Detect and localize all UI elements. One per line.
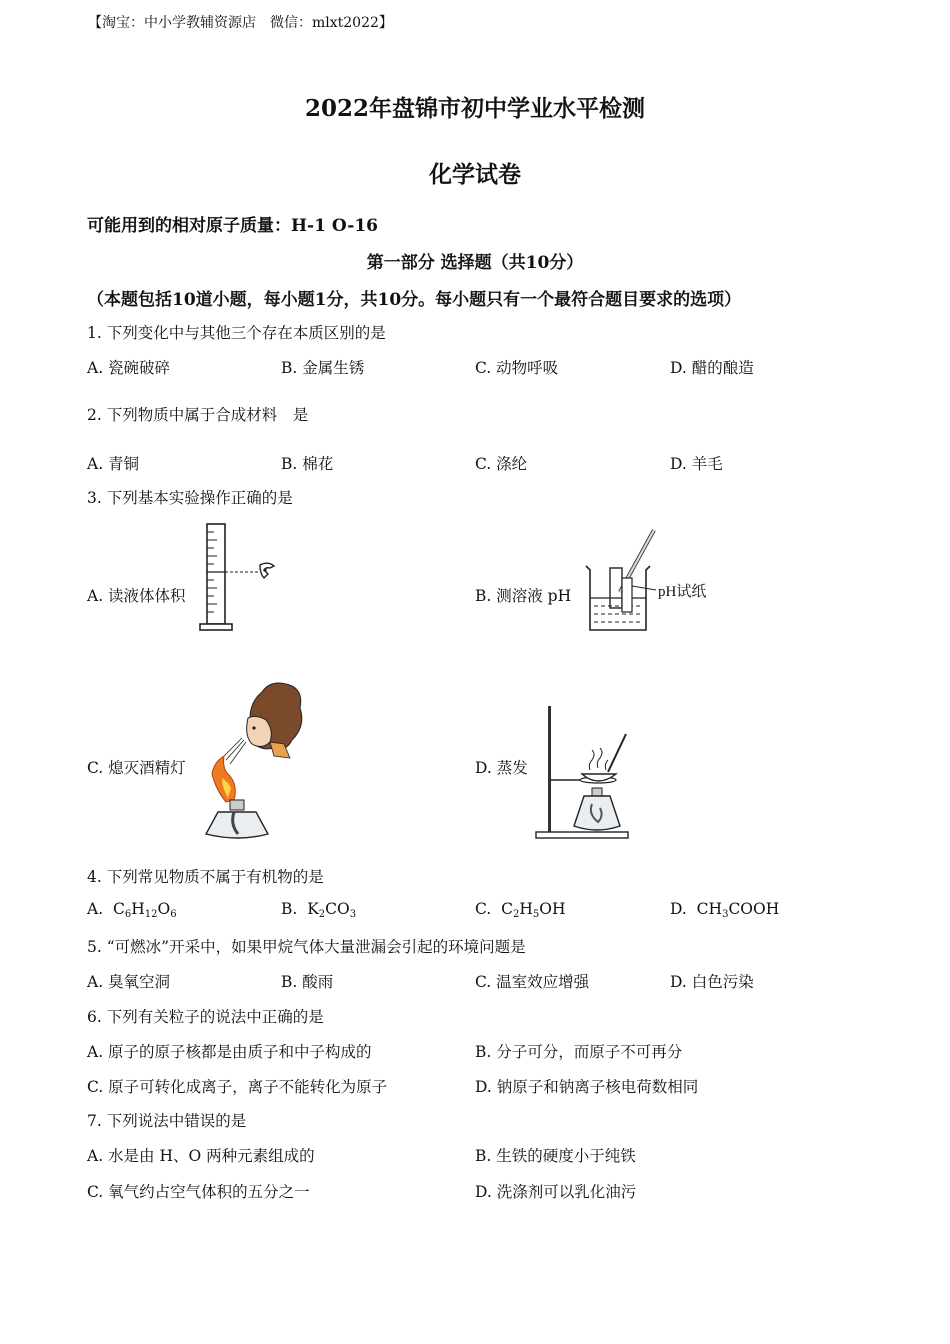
ph-paper-label: pH试纸 xyxy=(658,584,707,600)
option-a xyxy=(87,900,177,918)
option-c: C. 动物呼吸 xyxy=(475,359,559,377)
formula-subscript: 2 xyxy=(512,909,520,920)
option-a: A. 青铜 xyxy=(87,455,140,473)
option-b: B. 测溶液 pH xyxy=(475,587,572,605)
option-a: A. 水是由 H、O 两种元素组成的 xyxy=(87,1147,315,1165)
formula-subscript: 12 xyxy=(144,909,158,920)
option-formula xyxy=(113,900,177,918)
formula-subscript: 6 xyxy=(124,909,132,920)
option-d: D. 洗涤剂可以乳化油污 xyxy=(475,1183,637,1201)
option-letter: A. xyxy=(87,900,104,918)
option-d: D. 蒸发 xyxy=(475,759,528,777)
option-b: B. 分子可分，而原子不可再分 xyxy=(475,1043,683,1061)
option-d xyxy=(670,900,779,918)
atomic-mass-note: 可能用到的相对原子质量：H-1 O-16 xyxy=(87,216,379,236)
evaporation-figure xyxy=(534,704,634,844)
question-stem: 4. 下列常见物质不属于有机物的是 xyxy=(87,868,324,886)
option-c: C. 涤纶 xyxy=(475,455,528,473)
formula-symbol: CO xyxy=(325,900,350,918)
option-a: A. 臭氧空洞 xyxy=(87,973,171,991)
option-b xyxy=(281,900,356,918)
exam-subtitle: 化学试卷 xyxy=(429,161,521,188)
option-formula xyxy=(697,900,780,918)
option-letter: C. xyxy=(475,900,492,918)
option-d: D. 钠原子和钠离子核电荷数相同 xyxy=(475,1078,699,1096)
option-formula xyxy=(307,900,356,918)
option-c: C. 氧气约占空气体积的五分之一 xyxy=(87,1183,310,1201)
option-c xyxy=(475,900,565,918)
option-c: C. 原子可转化成离子，离子不能转化为原子 xyxy=(87,1078,388,1096)
question-stem: 5. “可燃冰”开采中，如果甲烷气体大量泄漏会引起的环境问题是 xyxy=(87,938,526,956)
formula-subscript: 2 xyxy=(318,909,326,920)
option-formula xyxy=(501,900,565,918)
part1-title: 第一部分 选择题（共10分） xyxy=(366,253,584,273)
option-b: B. 酸雨 xyxy=(281,973,334,991)
option-b: B. 生铁的硬度小于纯铁 xyxy=(475,1147,636,1165)
ph-test-figure xyxy=(582,526,722,636)
alcohol-lamp-blowing-figure xyxy=(200,678,310,844)
question-stem: 3. 下列基本实验操作正确的是 xyxy=(87,489,293,507)
formula-symbol: K xyxy=(307,900,319,918)
option-b: B. 棉花 xyxy=(281,455,334,473)
exam-title: 2022年盘锦市初中学业水平检测 xyxy=(304,95,645,122)
option-c: C. 熄灭酒精灯 xyxy=(87,759,186,777)
formula-symbol: COOH xyxy=(728,900,780,918)
option-c: C. 温室效应增强 xyxy=(475,973,590,991)
formula-symbol: C xyxy=(112,900,125,918)
option-letter: B. xyxy=(281,900,298,918)
part1-instructions: （本题包括10道小题，每小题1分，共10分。每小题只有一个最符合题目要求的选项） xyxy=(87,290,742,310)
option-d: D. 醋的酿造 xyxy=(670,359,754,377)
formula-symbol: O xyxy=(157,900,171,918)
formula-symbol: OH xyxy=(539,900,566,918)
option-a: A. 原子的原子核都是由质子和中子构成的 xyxy=(87,1043,372,1061)
formula-subscript: 3 xyxy=(349,909,357,920)
option-letter: D. xyxy=(670,900,687,918)
formula-symbol: C xyxy=(501,900,513,918)
option-d: D. 羊毛 xyxy=(670,455,723,473)
formula-symbol: H xyxy=(131,900,145,918)
formula-subscript: 6 xyxy=(170,909,177,920)
option-d: D. 白色污染 xyxy=(670,973,754,991)
formula-symbol: CH xyxy=(696,900,723,918)
option-a: A. 读液体体积 xyxy=(87,587,186,605)
option-b: B. 金属生锈 xyxy=(281,359,365,377)
question-stem: 6. 下列有关粒子的说法中正确的是 xyxy=(87,1008,324,1026)
page-header: 【淘宝：中小学教辅资源店 微信：mlxt2022】 xyxy=(88,15,393,31)
formula-symbol: H xyxy=(519,900,533,918)
formula-subscript: 3 xyxy=(722,909,729,920)
question-stem: 1. 下列变化中与其他三个存在本质区别的是 xyxy=(87,324,386,342)
question-stem: 2. 下列物质中属于合成材料 是 xyxy=(87,406,309,424)
question-stem: 7. 下列说法中错误的是 xyxy=(87,1112,247,1130)
option-a: A. 瓷碗破碎 xyxy=(87,359,171,377)
graduated-cylinder-figure xyxy=(194,518,284,636)
formula-subscript: 5 xyxy=(532,909,540,920)
